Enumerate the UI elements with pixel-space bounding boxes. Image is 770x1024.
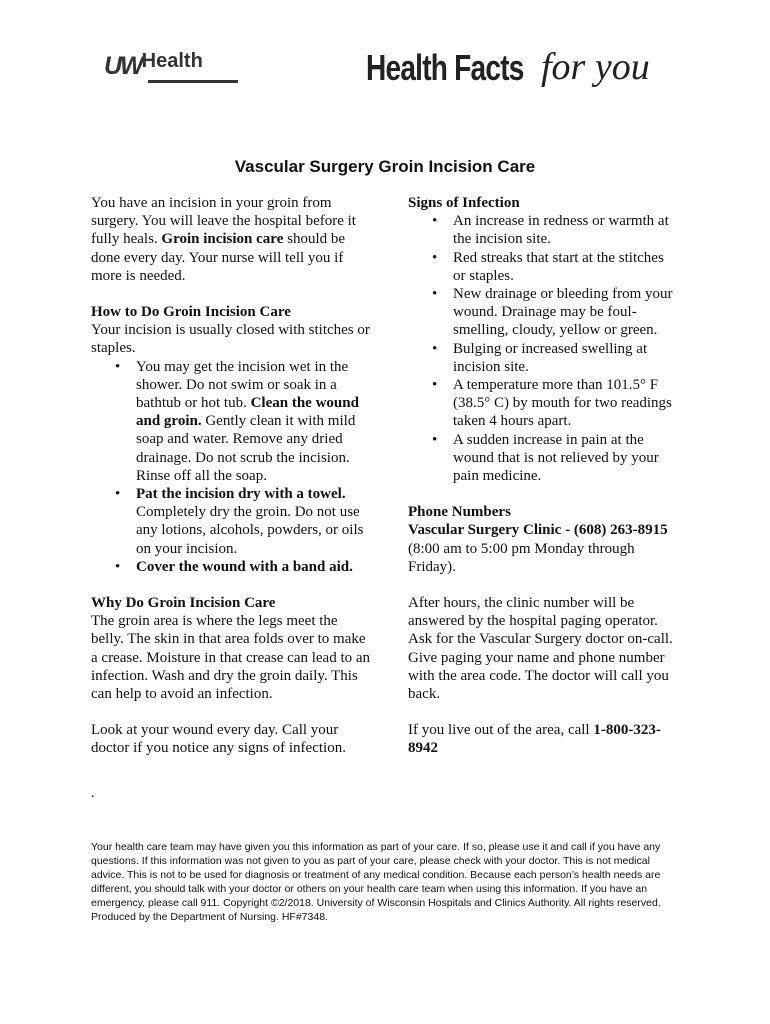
intro-text2: should be done every day. Your nurse will tell you if more is needed.	[91, 231, 346, 284]
signs-heading: Signs of Infection	[408, 195, 520, 211]
list-item	[91, 558, 371, 576]
left-column	[91, 194, 371, 758]
footer-disclaimer: Your health care team may have given you this information as part of your care. If so, please use it and call if you have any questions. If this information was not given to you as part of your care, please check with your doctor. This is not medical advice. This is not to be used for diagnosis or treatment of any medical condition. Because each person’s health needs are different, you should talk with your doctor or others on your health care team when using this information. If you have an emergency, please call 911. Copyright ©2/2018. University of Wisconsin Hospitals and Clinics Authority. All rights reserved. Produced by the Department of Nursing. HF#7348.	[91, 841, 661, 923]
logo-health-text: Health	[141, 50, 203, 72]
list-item: • New drainage or bleeding from your wound. Drainage may be foul-smelling, cloudy, yellow or green.	[408, 285, 680, 340]
how-to-heading: How to Do Groin Incision Care	[91, 304, 291, 321]
logo-underline	[148, 80, 238, 83]
list-item: • Red streaks that start at the stitches or staples.	[408, 249, 680, 285]
list-item: • A temperature more than 101.5° F (38.5° C) by mouth for two readings taken 4 hours apart.	[408, 376, 680, 431]
list-item	[91, 485, 371, 558]
clinic-phone-number: Vascular Surgery Clinic - (608) 263-8915	[408, 522, 668, 539]
why-heading: Why Do Groin Incision Care	[91, 595, 276, 612]
list-item: • Bulging or increased swelling at incision site.	[408, 340, 680, 376]
how-item-3-bold: Cover the wound with a band aid.	[136, 558, 353, 575]
out-of-area-label: If you live out of the area, call	[408, 722, 594, 739]
how-item-1-bold: Clean the wound and groin.	[136, 395, 359, 430]
look-text: Look at your wound every day. Call your doctor if you notice any signs of infection.	[91, 722, 346, 757]
intro-bold: Groin incision care	[161, 231, 284, 248]
health-facts-brand	[366, 46, 650, 89]
intro-text1: You have an incision in your groin from surgery. You will leave the hospital before it fully heals.	[91, 195, 356, 248]
how-item-1-text: You may get the incision wet in the shower. Do not swim or soak in a bathtub or hot tub.	[136, 358, 349, 412]
signs-list	[408, 212, 680, 485]
clinic-hours: (8:00 am to 5:00 pm Monday through Friday).	[408, 540, 635, 575]
how-item-2-bold: Pat the incision dry with a towel.	[136, 486, 346, 503]
uw-health-logo	[104, 52, 203, 81]
why-text: The groin area is where the legs meet the belly. The skin in that area folds over to make a crease. Moisture in that crease can lead to an infection. Wash and dry the groin daily. This can help to avoid an infection.	[91, 613, 371, 703]
phone-heading: Phone Numbers	[408, 504, 511, 521]
stray-dot: .	[91, 786, 95, 801]
page-title: Vascular Surgery Groin Incision Care	[234, 157, 536, 176]
how-to-intro: Your incision is usually closed with stitches or staples.	[91, 322, 370, 357]
brand-tagline: for you	[541, 46, 650, 88]
logo-uw-text: UW	[104, 52, 142, 80]
list-item: • An increase in redness or warmth at the incision site.	[408, 212, 680, 248]
clinic-phone	[408, 521, 680, 539]
out-of-area-text	[408, 721, 680, 757]
how-item-2-text: Completely dry the groin. Do not use any lotions, alcohols, powders, or oils on your incision.	[136, 504, 364, 557]
how-item-1-text2: Gently clean it with mild soap and water. Remove any dried drainage. Do not scrub the incision. Rinse off all the soap.	[136, 413, 356, 484]
brand-main: Health Facts	[366, 47, 524, 88]
toll-free-number: 1-800-323-8942	[408, 722, 661, 757]
list-item	[91, 358, 371, 485]
right-column	[408, 194, 680, 758]
list-item: • A sudden increase in pain at the wound that is not relieved by your pain medicine.	[408, 431, 680, 486]
after-hours-text: After hours, the clinic number will be answered by the hospital paging operator. Ask for the Vascular Surgery doctor on-call. Give paging your name and phone number with the area code. The doctor will call you back.	[408, 595, 673, 703]
intro-paragraph	[91, 194, 371, 285]
how-to-list	[91, 358, 371, 576]
